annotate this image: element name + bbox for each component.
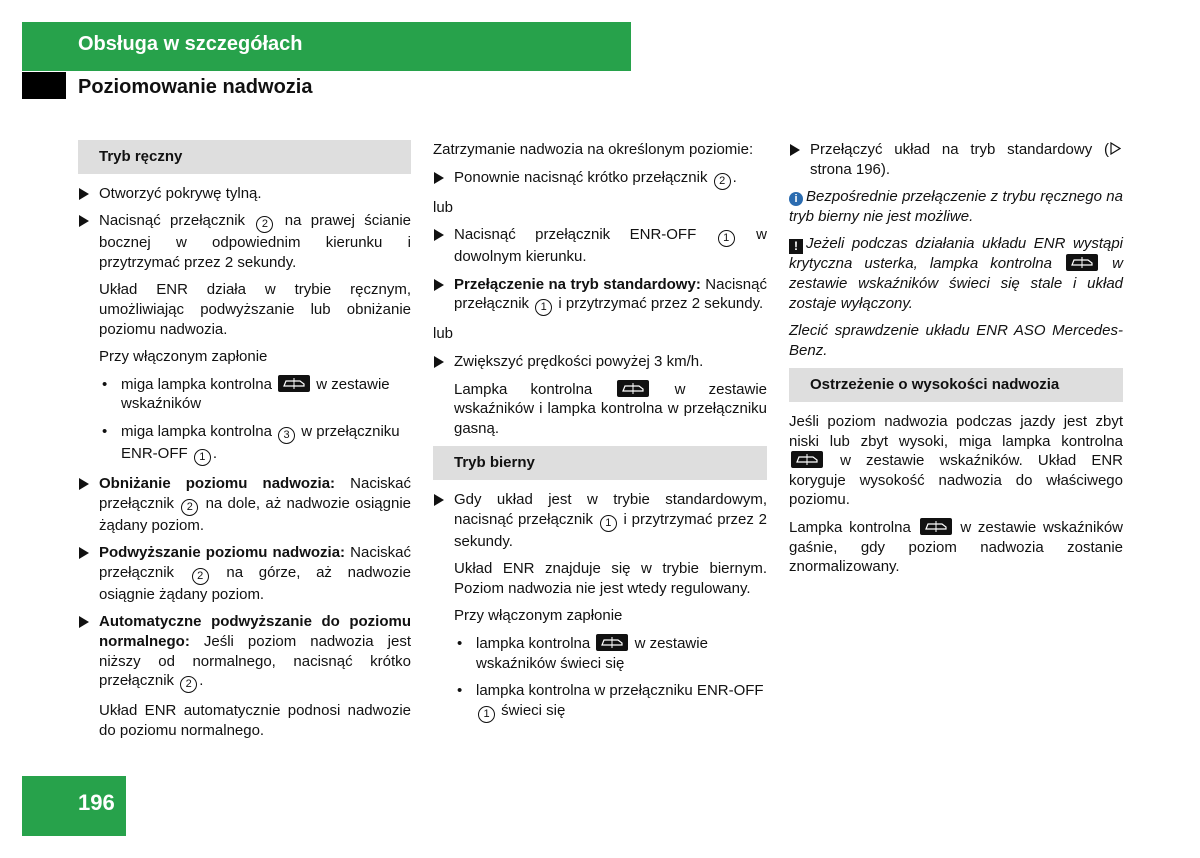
step-arrow-icon [79,215,89,227]
step-passive-mode: Gdy układ jest w trybie standardowym, nacisnąć przełącznik 1 i przytrzymać przez 2 sekundy. [433,490,767,551]
section-marker [22,72,66,99]
callout-number: 1 [478,706,495,723]
callout-number: 1 [600,515,617,532]
service-note: Zlecić sprawdzenie układu ENR ASO Mercedes-Benz. [789,322,1123,359]
level-warning-lamp-icon [1066,254,1098,271]
level-warning-lamp-icon [596,634,628,651]
step-arrow-icon [79,478,89,490]
step-raise-body: Podwyższanie poziomu nadwozia: Naciskać przełącznik 2 na górze, aż nadwozie osiągnie żądany poziom. [78,543,411,604]
step-arrow-icon [790,144,800,156]
level-warning-lamp-icon [920,518,952,535]
step-press-enr-off: Nacisnąć przełącznik ENR-OFF 1 w dowolnym kierunku. [433,225,767,267]
paragraph: Przy włączonym zapłonie [99,348,268,366]
callout-number: 2 [714,173,731,190]
heading-height-warning: Ostrzeżenie o wysokości nadwozia [789,368,1123,402]
callout-number: 2 [181,499,198,516]
chapter-title: Obsługa w szczegółach [78,33,303,55]
paragraph: Układ ENR działa w trybie ręcznym, umożliwiając podwyższanie lub obniżanie poziomu nadwozia. [99,281,411,338]
bullet-dot: • [457,682,463,700]
step-arrow-icon [434,172,444,184]
paragraph: Układ ENR automatycznie podnosi nadwozie do poziomu normalnego. [99,702,411,739]
level-warning-lamp-icon [278,375,310,392]
list-item: • lampka kontrolna w zestawie wskaźników świeci się [457,634,708,672]
or-text: lub [433,198,454,216]
chapter-header [22,22,631,71]
step-arrow-icon [79,547,89,559]
column-2 [433,140,767,731]
step-arrow-icon [434,229,444,241]
heading-manual-mode: Tryb ręczny [78,140,411,174]
info-icon: i [789,192,803,206]
callout-number: 2 [192,568,209,585]
list-item: • miga lampka kontrolna w zestawie wskaźników [102,375,390,413]
level-warning-lamp-icon [617,380,649,397]
step-arrow-icon [434,279,444,291]
step-press-switch: Nacisnąć przełącznik 2 na prawej ścianie bocznej w odpowiednim kierunku i przytrzymać przez 2 sekundy. [78,211,411,272]
callout-number: 2 [180,676,197,693]
section-title: Poziomowanie nadwozia [78,76,313,98]
paragraph: Lampka kontrolna w zestawie wskaźników gaśnie, gdy poziom nadwozia zostanie znormalizowany. [789,518,1124,576]
page-reference-icon [1110,142,1121,155]
step-switch-standard: Przełączenie na tryb standardowy: Nacisnąć przełącznik 1 i przytrzymać przez 2 sekundy. [433,275,767,317]
intro-text: Zatrzymanie nadwozia na określonym poziomie: [433,141,754,158]
page-number: 196 [78,790,115,815]
step-switch-to-standard: Przełączyć układ na tryb standardowy (strona 196). [789,140,1123,179]
step-lower-body: Obniżanie poziomu nadwozia: Naciskać przełącznik 2 na dole, aż nadwozie osiągnie żądany poziom. [78,474,411,535]
warning-note: ! Jeżeli podczas działania układu ENR wystąpi krytyczna usterka, lampka kontrolna w zestawie wskaźników świeci się stale i układ zostaje wyłączony. [789,235,1123,312]
warning-icon: ! [789,239,803,254]
paragraph: Lampka kontrolna w zestawie wskaźników i lampka kontrolna w przełączniku gasną. [454,380,767,437]
column-1 [78,140,411,748]
callout-number: 3 [278,427,295,444]
paragraph: Układ ENR znajduje się w trybie biernym. Poziom nadwozia nie jest wtedy regulowany. [454,560,767,597]
step-press-again: Ponownie nacisnąć krótko przełącznik 2 . [433,168,767,190]
step-auto-raise: Automatyczne podwyższanie do poziomu normalnego: Jeśli poziom nadwozia jest niższy od normalnego, nacisnąć krótko przełącznik 2 . [78,612,411,693]
step-open-tailgate: Otworzyć pokrywę tylną. [78,184,411,204]
bullet-dot: • [102,422,108,440]
step-arrow-icon [79,616,89,628]
bullet-dot: • [102,375,108,393]
callout-number: 1 [535,299,552,316]
list-item: • miga lampka kontrolna 3 w przełączniku ENR-OFF 1 . [78,422,411,466]
callout-number: 1 [194,449,211,466]
step-arrow-icon [79,188,89,200]
info-note: i Bezpośrednie przełączenie z trybu ręcznego na tryb bierny nie jest możliwe. [789,188,1123,225]
step-arrow-icon [434,494,444,506]
callout-number: 1 [718,230,735,247]
step-increase-speed: Zwiększyć prędkości powyżej 3 km/h. [433,352,767,372]
step-arrow-icon [434,356,444,368]
heading-passive-mode: Tryb bierny [433,446,767,480]
paragraph: Jeśli poziom nadwozia podczas jazdy jest zbyt niski lub zbyt wysoki, miga lampka kontrolna w zestawie wskaźników. Układ ENR koryguje wysokość nadwozia do właściwego poziomu. [789,412,1124,509]
callout-number: 2 [256,216,273,233]
bullet-dot: • [457,634,463,652]
paragraph: Przy włączonym zapłonie [454,607,623,625]
page-number-box [22,776,126,836]
or-text: lub [433,325,454,343]
column-3 [789,140,1123,585]
level-warning-lamp-icon [791,451,823,468]
list-item: • lampka kontrolna w przełączniku ENR-OFF 1 świeci się [433,681,767,723]
